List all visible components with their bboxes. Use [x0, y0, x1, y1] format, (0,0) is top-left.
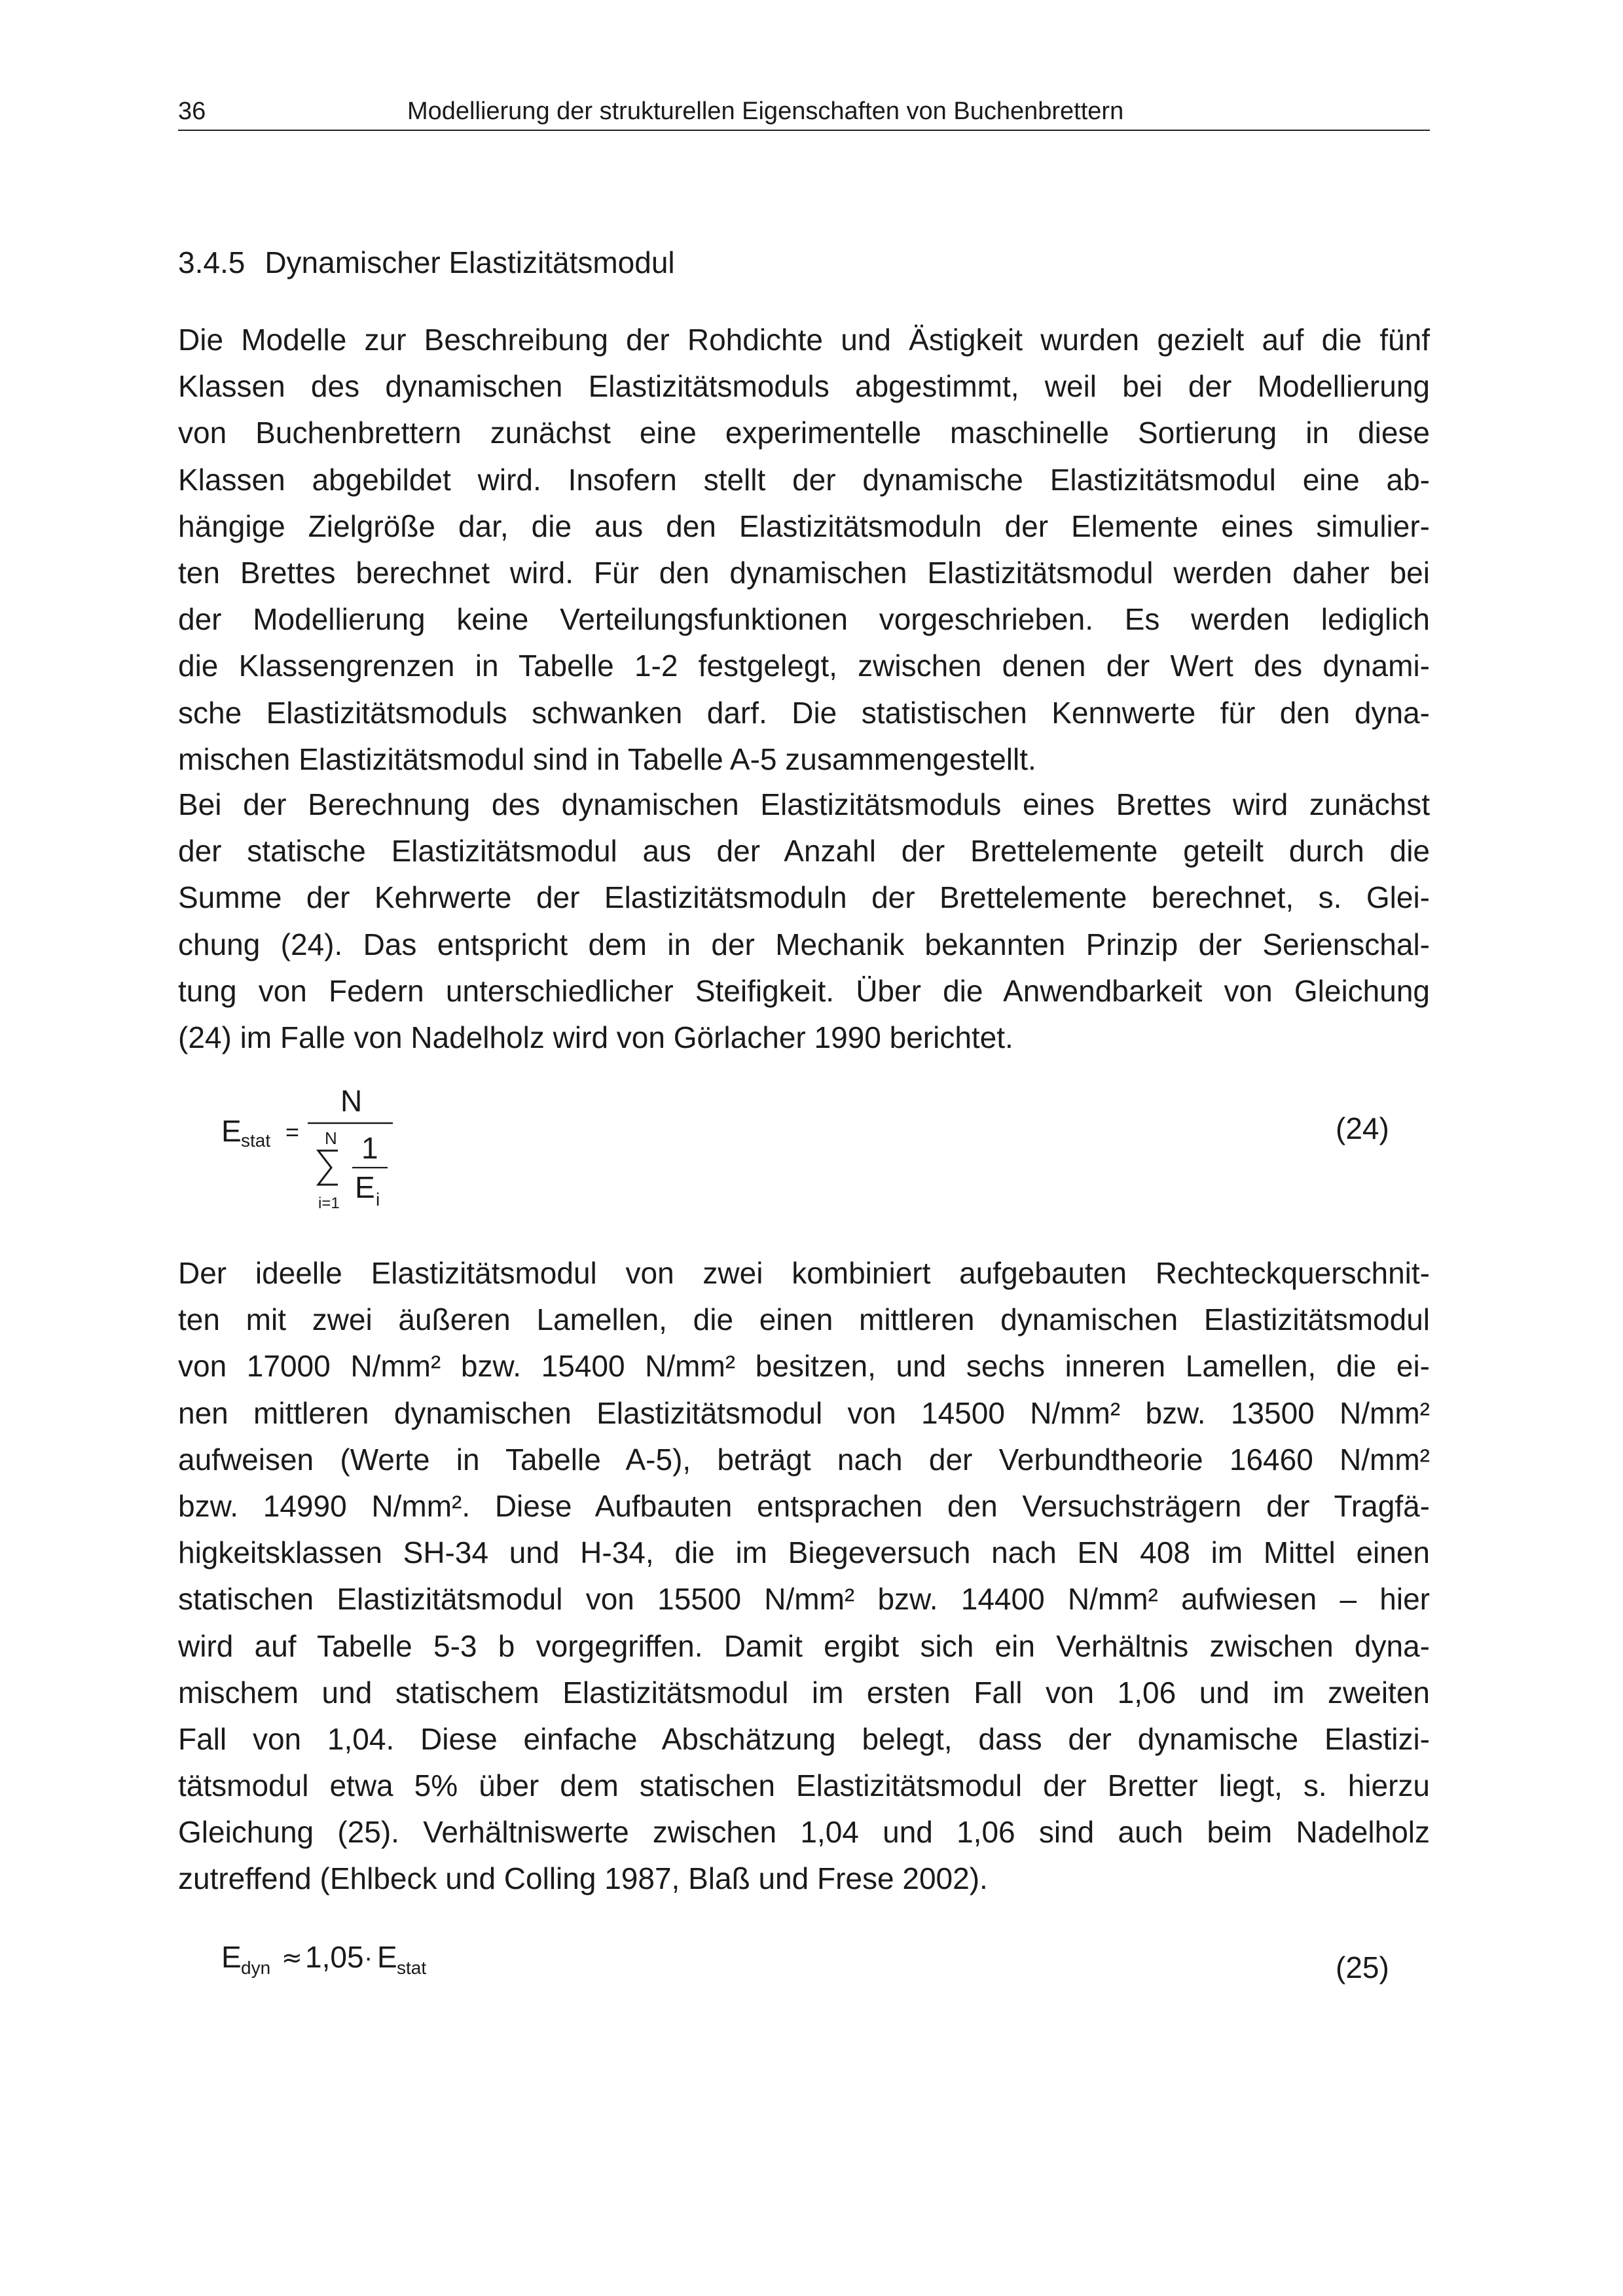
running-title: Modellierung der strukturellen Eigenschaften von Buchenbrettern	[407, 98, 1124, 125]
eq25-rhs-subscript: stat	[397, 1958, 427, 1978]
eq24-lhs-subscript: stat	[241, 1130, 271, 1151]
running-header	[178, 93, 1430, 131]
text-line: wird auf Tabelle 5-3 b vorgegriffen. Damit ergibt sich ein Verhältnis zwischen dyna-	[178, 1628, 1430, 1663]
paragraph-3	[178, 1250, 1430, 1903]
eq25-factor: 1,05	[305, 1940, 364, 1974]
eq24-sum-lower: i=1	[318, 1194, 340, 1212]
text-line: Die Modelle zur Beschreibung der Rohdichte und Ästigkeit wurden gezielt auf die fünf	[178, 323, 1430, 357]
equation-24	[210, 1073, 445, 1230]
text-line: bzw. 14990 N/mm². Diese Aufbauten entsprachen den Versuchsträgern der Tragfä-	[178, 1488, 1430, 1523]
text-line: die Klassengrenzen in Tabelle 1-2 festgelegt, zwischen denen der Wert des dynami-	[178, 649, 1430, 683]
eq24-numerator: N	[340, 1084, 363, 1118]
text-line: Fall von 1,04. Diese einfache Abschätzung belegt, dass der dynamische Elastizi-	[178, 1721, 1430, 1756]
text-line: Gleichung (25). Verhältniswerte zwischen 1,04 und 1,06 sind auch beim Nadelholz	[178, 1815, 1430, 1850]
equation-24-label: (24)	[1336, 1111, 1389, 1145]
eq24-sum-upper: N	[325, 1128, 337, 1148]
text-line: ten mit zwei äußeren Lamellen, die einen mittleren dynamischen Elastizitätsmodul	[178, 1302, 1430, 1337]
text-line: von Buchenbrettern zunächst eine experimentelle maschinelle Sortierung in diese	[178, 416, 1430, 450]
eq25-dot: ·	[364, 1943, 373, 1972]
eq25-rhs-symbol: E	[377, 1940, 397, 1974]
text-line: der statische Elastizitätsmodul aus der Anzahl der Brettelemente geteilt durch die	[178, 834, 1430, 869]
text-line: (24) im Falle von Nadelholz wird von Görlacher 1990 berichtet.	[178, 1020, 1013, 1054]
text-line: higkeitsklassen SH-34 und H-34, die im Biegeversuch nach EN 408 im Mittel einen	[178, 1535, 1430, 1570]
paragraph-2	[178, 781, 1430, 1061]
eq25-lhs-subscript: dyn	[241, 1958, 271, 1978]
text-line: ten Brettes berechnet wird. Für den dynamischen Elastizitätsmodul werden daher bei	[178, 555, 1430, 590]
text-line: der Modellierung keine Verteilungsfunktionen vorgeschrieben. Es werden lediglich	[178, 602, 1430, 637]
eq25-lhs-symbol: E	[221, 1940, 242, 1974]
paragraph-1	[178, 317, 1430, 783]
eq24-inner-denominator: E	[355, 1170, 375, 1204]
equation-25-label: (25)	[1336, 1950, 1389, 1984]
page-number: 36	[178, 98, 206, 125]
eq24-inner-numerator: 1	[361, 1131, 378, 1165]
section-number: 3.4.5	[178, 245, 246, 279]
text-line: tung von Federn unterschiedlicher Steifigkeit. Über die Anwendbarkeit von Gleichung	[178, 973, 1430, 1008]
text-line: hängige Zielgröße dar, die aus den Elastizitätsmoduln der Elemente eines simulier-	[178, 509, 1430, 543]
text-line: nen mittleren dynamischen Elastizitätsmodul von 14500 N/mm² bzw. 13500 N/mm²	[178, 1395, 1430, 1430]
text-line: tätsmodul etwa 5% über dem statischen Elastizitätsmodul der Bretter liegt, s. hierzu	[178, 1768, 1430, 1803]
text-line: Der ideelle Elastizitätsmodul von zwei kombiniert aufgebauten Rechteckquerschnit-	[178, 1256, 1430, 1290]
text-line: Summe der Kehrwerte der Elastizitätsmoduln der Brettelemente berechnet, s. Glei-	[178, 880, 1430, 915]
section-title: Dynamischer Elastizitätsmodul	[264, 245, 675, 279]
text-line: von 17000 N/mm² bzw. 15400 N/mm² besitzen, und sechs inneren Lamellen, die ei-	[178, 1349, 1430, 1384]
text-line: sche Elastizitätsmoduls schwanken darf. Die statistischen Kennwerte für den dyna-	[178, 695, 1430, 730]
text-line: aufweisen (Werte in Tabelle A-5), beträgt nach der Verbundtheorie 16460 N/mm²	[178, 1442, 1430, 1477]
eq24-lhs-symbol: E	[221, 1114, 242, 1148]
text-line: mischem und statischem Elastizitätsmodul im ersten Fall von 1,06 und im zweiten	[178, 1675, 1430, 1710]
equation-25	[210, 1931, 484, 1990]
text-line: Klassen abgebildet wird. Insofern stellt der dynamische Elastizitätsmodul eine ab-	[178, 462, 1430, 497]
text-line: zutreffend (Ehlbeck und Colling 1987, Blaß und Frese 2002).	[178, 1861, 988, 1896]
section-heading	[178, 241, 675, 284]
text-line: Bei der Berechnung des dynamischen Elastizitätsmoduls eines Brettes wird zunächst	[178, 787, 1430, 821]
eq24-equals: =	[285, 1119, 300, 1145]
eq24-inner-denominator-subscript: i	[376, 1189, 380, 1210]
text-line: Klassen des dynamischen Elastizitätsmoduls abgestimmt, weil bei der Modellierung	[178, 369, 1430, 404]
sum-icon	[318, 1151, 338, 1185]
text-line: mischen Elastizitätsmodul sind in Tabelle A-5 zusammengestellt.	[178, 742, 1036, 776]
text-line: chung (24). Das entspricht dem in der Mechanik bekannten Prinzip der Serienschal-	[178, 927, 1430, 961]
eq25-approx: ≈	[282, 1943, 302, 1972]
text-line: statischen Elastizitätsmodul von 15500 N/mm² bzw. 14400 N/mm² aufwiesen – hier	[178, 1582, 1430, 1617]
